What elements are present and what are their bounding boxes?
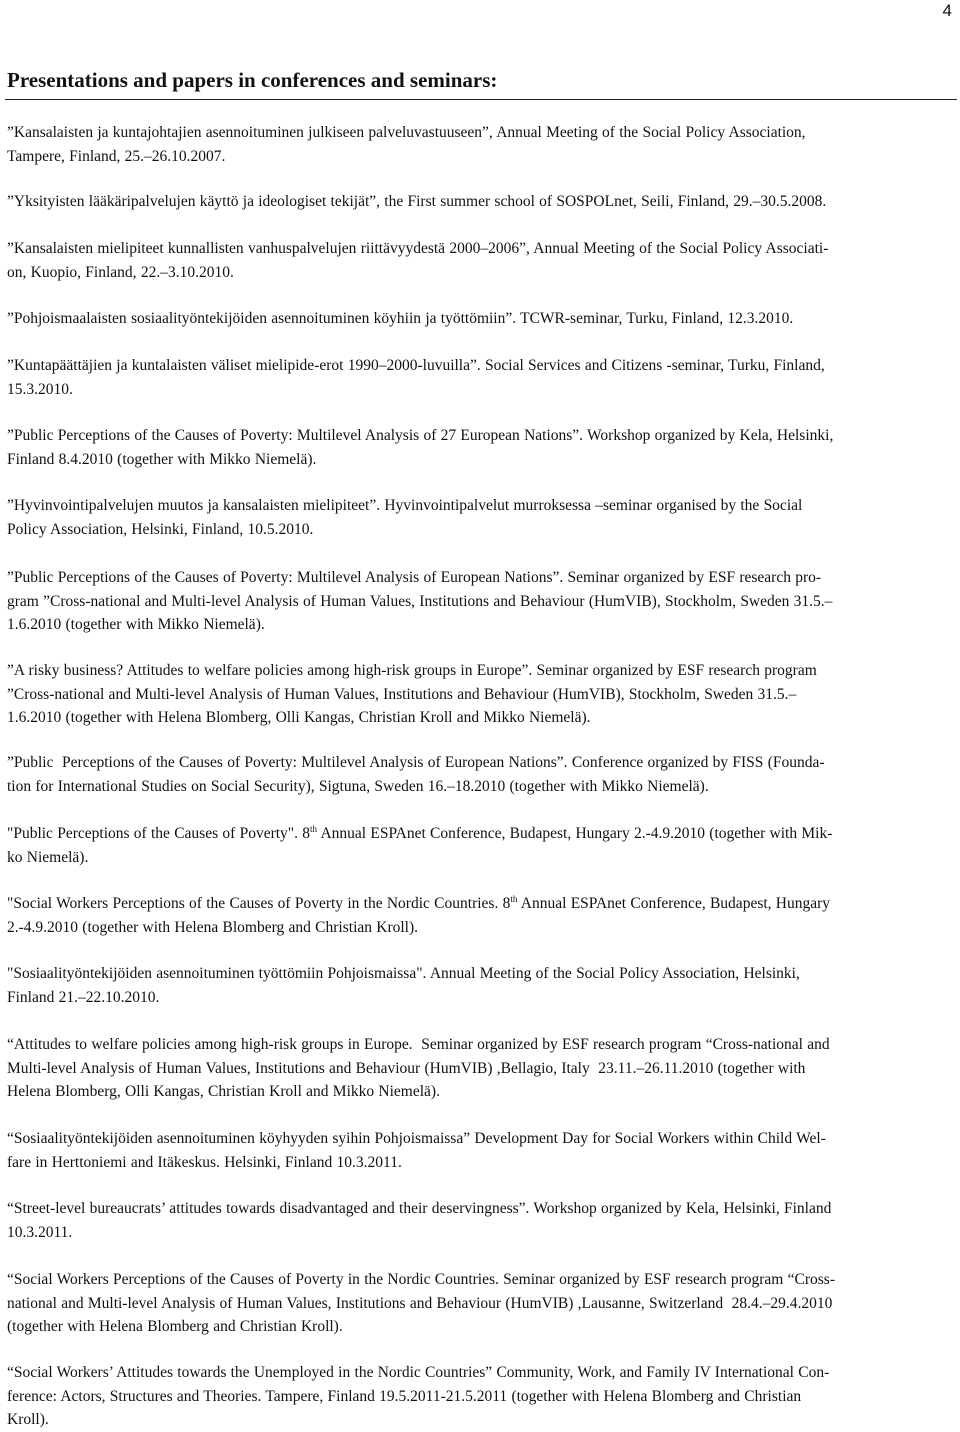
entry-line: Multi-level Analysis of Human Values, Institutions and Behaviour (HumVIB) ,Bellagio, Italy 23.11.–26.11.2010 (together with [7,1059,806,1077]
entry-line: 15.3.2010. [7,380,73,398]
entry-line: ”Kansalaisten ja kuntajohtajien asennoituminen julkiseen palveluvastuuseen”, Annual Meeting of the Social Policy Association, [7,124,806,141]
entry-line: ”Pohjoismaalaisten sosiaalityöntekijöiden asennoituminen köyhiin ja työttömiin”. TCWR-seminar, Turku, Finland, 12.3.2010. [7,310,794,327]
entry-line: ko Niemelä). [7,848,89,866]
entry-line: "Social Workers Perceptions of the Causes of Poverty in the Nordic Countries. 8th Annual ESPAnet Conference, Budapest, Hungary [7,894,831,912]
entry-line: ”Public Perceptions of the Causes of Poverty: Multilevel Analysis of European Nations”. Conference organized by FISS (Founda- [7,754,825,771]
entry-line: 10.3.2011. [7,1223,73,1241]
entry-line: 1.6.2010 (together with Helena Blomberg, Olli Kangas, Christian Kroll and Mikko Niemelä). [7,709,591,726]
presentation-entry [7,566,943,637]
entry-line: ”Cross-national and Multi-level Analysis of Human Values, Institutions and Behaviour (HumVIB), Stockholm, Sweden 31.5.– [7,685,797,703]
presentation-entry [7,237,943,284]
entry-line: 2.-4.9.2010 (together with Helena Blomberg and Christian Kroll). [7,918,419,936]
heading-divider [5,99,957,100]
presentation-entry [7,1033,943,1104]
entry-line: (together with Helena Blomberg and Christian Kroll). [7,1318,343,1335]
presentation-entry [7,424,943,471]
entry-line: gram ”Cross-national and Multi-level Analysis of Human Values, Institutions and Behaviour (HumVIB), Stockholm, Sweden 31.5.– [7,592,833,610]
entry-line: ”Kansalaisten mielipiteet kunnallisten vanhuspalvelujen riittävyydestä 2000–2006”, Annual Meeting of the Social Policy Associati- [7,240,829,257]
entry-line: Kroll). [7,1411,49,1428]
presentation-entry [7,962,943,1009]
entry-line: “Social Workers’ Attitudes towards the Unemployed in the Nordic Countries” Community, Work, and Family IV International Con- [7,1364,830,1381]
presentation-entry [7,354,943,401]
presentation-entry [7,190,943,214]
entry-line: Tampere, Finland, 25.–26.10.2007. [7,147,226,165]
presentation-entry [7,307,943,331]
presentation-entry [7,1127,943,1174]
entry-line: Finland 21.–22.10.2010. [7,988,160,1006]
entry-line: ”Hyvinvointipalvelujen muutos ja kansalaisten mielipiteet”. Hyvinvointipalvelut murroksessa –seminar organised by the Social [7,497,803,514]
entry-line: national and Multi-level Analysis of Human Values, Institutions and Behaviour (HumVIB) ,Lausanne, Switzerland 28.4.–29.4.2010 [7,1294,833,1312]
page-number: 4 [942,1,952,20]
presentation-entry [7,1197,943,1244]
section-heading: Presentations and papers in conferences and seminars: [7,68,498,92]
presentation-entry [7,1361,943,1432]
entry-line: tion for International Studies on Social Security), Sigtuna, Sweden 16.–18.2010 (together with Mikko Niemelä). [7,777,709,795]
entry-line: Policy Association, Helsinki, Finland, 10.5.2010. [7,520,314,538]
entry-line: “Street-level bureaucrats’ attitudes towards disadvantaged and their deservingness”. Workshop organized by Kela, Helsinki, Finland [7,1200,832,1217]
entry-line: “Sosiaalityöntekijöiden asennoituminen köyhyyden syihin Pohjoismaissa” Development Day for Social Workers within Child Wel- [7,1130,826,1147]
presentation-entry [7,892,943,939]
presentation-entry [7,751,943,798]
entry-line: on, Kuopio, Finland, 22.–3.10.2010. [7,263,234,281]
entry-line: 1.6.2010 (together with Mikko Niemelä). [7,616,265,633]
presentation-entry [7,659,943,730]
entry-line: Finland 8.4.2010 (together with Mikko Niemelä). [7,450,317,468]
entry-line: "Sosiaalityöntekijöiden asennoituminen työttömiin Pohjoismaissa". Annual Meeting of the Social Policy Association, Helsinki, [7,965,800,982]
presentation-entry [7,1268,943,1339]
entry-line: ference: Actors, Structures and Theories. Tampere, Finland 19.5.2011-21.5.2011 (together with Helena Blomberg and Christian [7,1387,802,1405]
entry-line: “Social Workers Perceptions of the Causes of Poverty in the Nordic Countries. Seminar organized by ESF research program “Cross- [7,1271,835,1288]
entry-line: Helena Blomberg, Olli Kangas, Christian Kroll and Mikko Niemelä). [7,1083,440,1100]
presentation-entry [7,121,943,168]
entry-line: ”Public Perceptions of the Causes of Poverty: Multilevel Analysis of European Nations”. Seminar organized by ESF research pro- [7,569,822,586]
presentation-entry [7,822,943,869]
entry-line: ”Public Perceptions of the Causes of Poverty: Multilevel Analysis of 27 European Nations”. Workshop organized by Kela, Helsinki, [7,427,834,444]
presentation-entry [7,494,943,541]
entry-line: ”A risky business? Attitudes to welfare policies among high-risk groups in Europe”. Seminar organized by ESF research program [7,662,817,679]
entry-line: "Public Perceptions of the Causes of Poverty". 8th Annual ESPAnet Conference, Budapest, Hungary 2.-4.9.2010 (together with Mik- [7,824,833,842]
entry-line: ”Yksityisten lääkäripalvelujen käyttö ja ideologiset tekijät”, the First summer school of SOSPOLnet, Seili, Finland, 29.–30.5.2008. [7,193,827,210]
entry-line: ”Kuntapäättäjien ja kuntalaisten väliset mielipide-erot 1990–2000-luvuilla”. Social Services and Citizens -seminar, Turku, Finland, [7,357,825,374]
entry-line: “Attitudes to welfare policies among high-risk groups in Europe. Seminar organized by ESF research program “Cross-national and [7,1036,830,1053]
entry-line: fare in Herttoniemi and Itäkeskus. Helsinki, Finland 10.3.2011. [7,1153,402,1171]
